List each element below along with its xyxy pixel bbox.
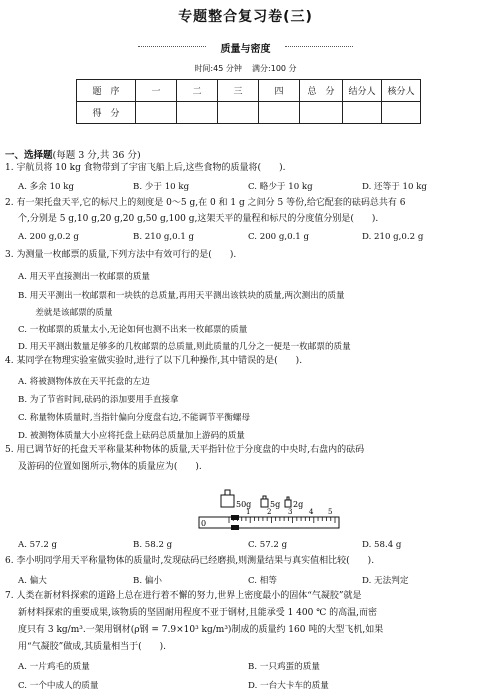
- option[interactable]: A. 57.2 g: [18, 540, 58, 550]
- option[interactable]: C. 相等: [248, 576, 277, 586]
- option[interactable]: A. 偏大: [18, 576, 47, 586]
- question-3-stem: 3. 为测量一枚邮票的质量,下列方法中有效可行的是( ).: [5, 250, 237, 260]
- subtitle-divider-right: [285, 46, 353, 47]
- score-input-cell[interactable]: [300, 102, 343, 124]
- score-cell: 核分人: [382, 80, 421, 102]
- score-input-cell[interactable]: [136, 102, 177, 124]
- score-input-cell[interactable]: [218, 102, 259, 124]
- question-5-stem-line2: 及游码的位置如图所示,物体的质量应为( ).: [18, 462, 202, 472]
- scale-label-1: 1: [246, 508, 251, 516]
- option[interactable]: B. 为了节省时间,砝码的添加要用手直接拿: [18, 395, 179, 405]
- weight-50g: [221, 490, 251, 509]
- scale-label-2: 2: [267, 508, 272, 516]
- score-label: 满分:100 分: [252, 64, 297, 73]
- option[interactable]: A. 多余 10 kg: [18, 182, 74, 192]
- weight-label: 2g: [293, 500, 304, 509]
- score-input-cell[interactable]: [259, 102, 300, 124]
- question-4-stem: 4. 某同学在物理实验室做实验时,进行了以下几种操作,其中错误的是( ).: [5, 356, 303, 366]
- score-cell: 题 序: [77, 80, 136, 102]
- section-heading: [5, 147, 141, 161]
- rider-top: [231, 515, 239, 520]
- section-title: 一、选择题: [5, 150, 53, 161]
- scale-label-0: 0: [201, 519, 207, 528]
- option[interactable]: B. 少于 10 kg: [133, 182, 190, 192]
- option[interactable]: A. 将被测物体放在天平托盘的左边: [18, 377, 150, 387]
- option[interactable]: D. 用天平测出数量足够多的几枚邮票的总质量,则此质量的几分之一便是一枚邮票的质量: [18, 342, 351, 352]
- subtitle-row: [138, 40, 353, 54]
- option[interactable]: C. 略少于 10 kg: [248, 182, 313, 192]
- exam-meta: [0, 63, 491, 74]
- option[interactable]: C. 称量物体质量时,当指针偏向分度盘右边,不能调节平衡螺母: [18, 413, 251, 423]
- option[interactable]: D. 210 g,0.2 g: [362, 232, 424, 242]
- question-5-stem-line1: 5. 用已调节好的托盘天平称量某种物体的质量,天平指针位于分度盘的中央时,右盘内的砝码: [5, 445, 365, 455]
- option[interactable]: C. 一枚邮票的质量太小,无论如何也测不出来一枚邮票的质量: [18, 325, 248, 335]
- scale-label-4: 4: [309, 508, 314, 516]
- question-6-stem: 6. 李小明同学用天平称量物体的质量时,发现砝码已经磨损,则测量结果与真实值相比较( ).: [5, 556, 375, 566]
- option[interactable]: B. 偏小: [133, 576, 162, 586]
- score-cell: 二: [177, 80, 218, 102]
- section-note: (每题 3 分,共 36 分): [52, 150, 141, 161]
- option[interactable]: C. 200 g,0.1 g: [248, 232, 309, 242]
- page-subtitle: 质量与密度: [220, 44, 271, 55]
- option[interactable]: D. 58.4 g: [362, 540, 402, 550]
- score-input-cell[interactable]: [382, 102, 421, 124]
- weights-and-slider-diagram: [195, 483, 343, 539]
- option[interactable]: B. 58.2 g: [133, 540, 173, 550]
- subtitle-divider-left: [138, 46, 206, 47]
- option-continuation: 差就是该邮票的质量: [18, 308, 113, 318]
- weight-label: 5g: [270, 500, 281, 509]
- scale-label-3: 3: [288, 508, 293, 516]
- option[interactable]: D. 还等于 10 kg: [362, 182, 427, 192]
- page-title: 专题整合复习卷(三): [178, 9, 313, 25]
- option[interactable]: A. 一片鸡毛的质量: [18, 662, 90, 672]
- option[interactable]: B. 用天平测出一枚邮票和一块铁的总质量,再用天平测出该铁块的质量,两次测出的质量: [18, 291, 345, 301]
- score-cell: 结分人: [343, 80, 382, 102]
- option[interactable]: B. 一只鸡蛋的质量: [248, 662, 320, 672]
- option[interactable]: A. 200 g,0.2 g: [18, 232, 79, 242]
- question-1-stem: 1. 宇航员将 10 kg 食物带到了宇宙飞船上后,这些食物的质量将( ).: [5, 163, 286, 173]
- score-input-cell[interactable]: [343, 102, 382, 124]
- score-input-cell[interactable]: [177, 102, 218, 124]
- option[interactable]: C. 一个中成人的质量: [18, 681, 99, 691]
- score-table-score-row: [77, 102, 421, 124]
- question-7-stem-line3: 度只有 3 kg/m³.一架用钢材(ρ钢 = 7.9×10³ kg/m³)制成的质量约 160 吨的大型飞机,如果: [18, 625, 384, 635]
- option[interactable]: A. 用天平直接测出一枚邮票的质量: [18, 272, 150, 282]
- score-cell: 总 分: [300, 80, 343, 102]
- option[interactable]: D. 被测物体质量大小应将托盘上砝码总质量加上游码的质量: [18, 431, 245, 441]
- question-7-stem-line2: 新材料探索的重要成果,该物质的坚固耐用程度不亚于钢材,且能承受 1 400 ℃ 的高温,而密: [18, 608, 378, 618]
- option[interactable]: D. 一台大卡车的质量: [248, 681, 329, 691]
- option[interactable]: B. 210 g,0.1 g: [133, 232, 195, 242]
- score-cell: 三: [218, 80, 259, 102]
- question-2-stem-line1: 2. 有一架托盘天平,它的标尺上的刻度是 0～5 g,在 0 和 1 g 之间分 5 等份,给它配套的砝码总共有 6: [5, 198, 406, 208]
- option[interactable]: C. 57.2 g: [248, 540, 288, 550]
- balance-figure: [195, 483, 343, 539]
- score-cell: 一: [136, 80, 177, 102]
- scale-label-5: 5: [328, 508, 333, 516]
- score-cell: 得 分: [77, 102, 136, 124]
- score-table-header-row: [77, 80, 421, 102]
- time-label: 时间:45 分钟: [194, 64, 242, 73]
- weight-label: 50g: [236, 500, 252, 509]
- rider-bottom: [231, 525, 239, 530]
- question-7-stem-line4: 用“气凝胶”做成,其质量相当于( ).: [18, 642, 166, 652]
- option[interactable]: D. 无法判定: [362, 576, 409, 586]
- question-2-stem-line2: 个,分别是 5 g,10 g,20 g,20 g,50 g,100 g,这架天平的量程和标尺的分度值分别是( ).: [18, 214, 379, 224]
- score-table: [76, 79, 421, 124]
- score-cell: 四: [259, 80, 300, 102]
- question-7-stem-line1: 7. 人类在新材料探索的道路上总在进行着不懈的努力,世界上密度最小的固体“气凝胶”就是: [5, 591, 362, 601]
